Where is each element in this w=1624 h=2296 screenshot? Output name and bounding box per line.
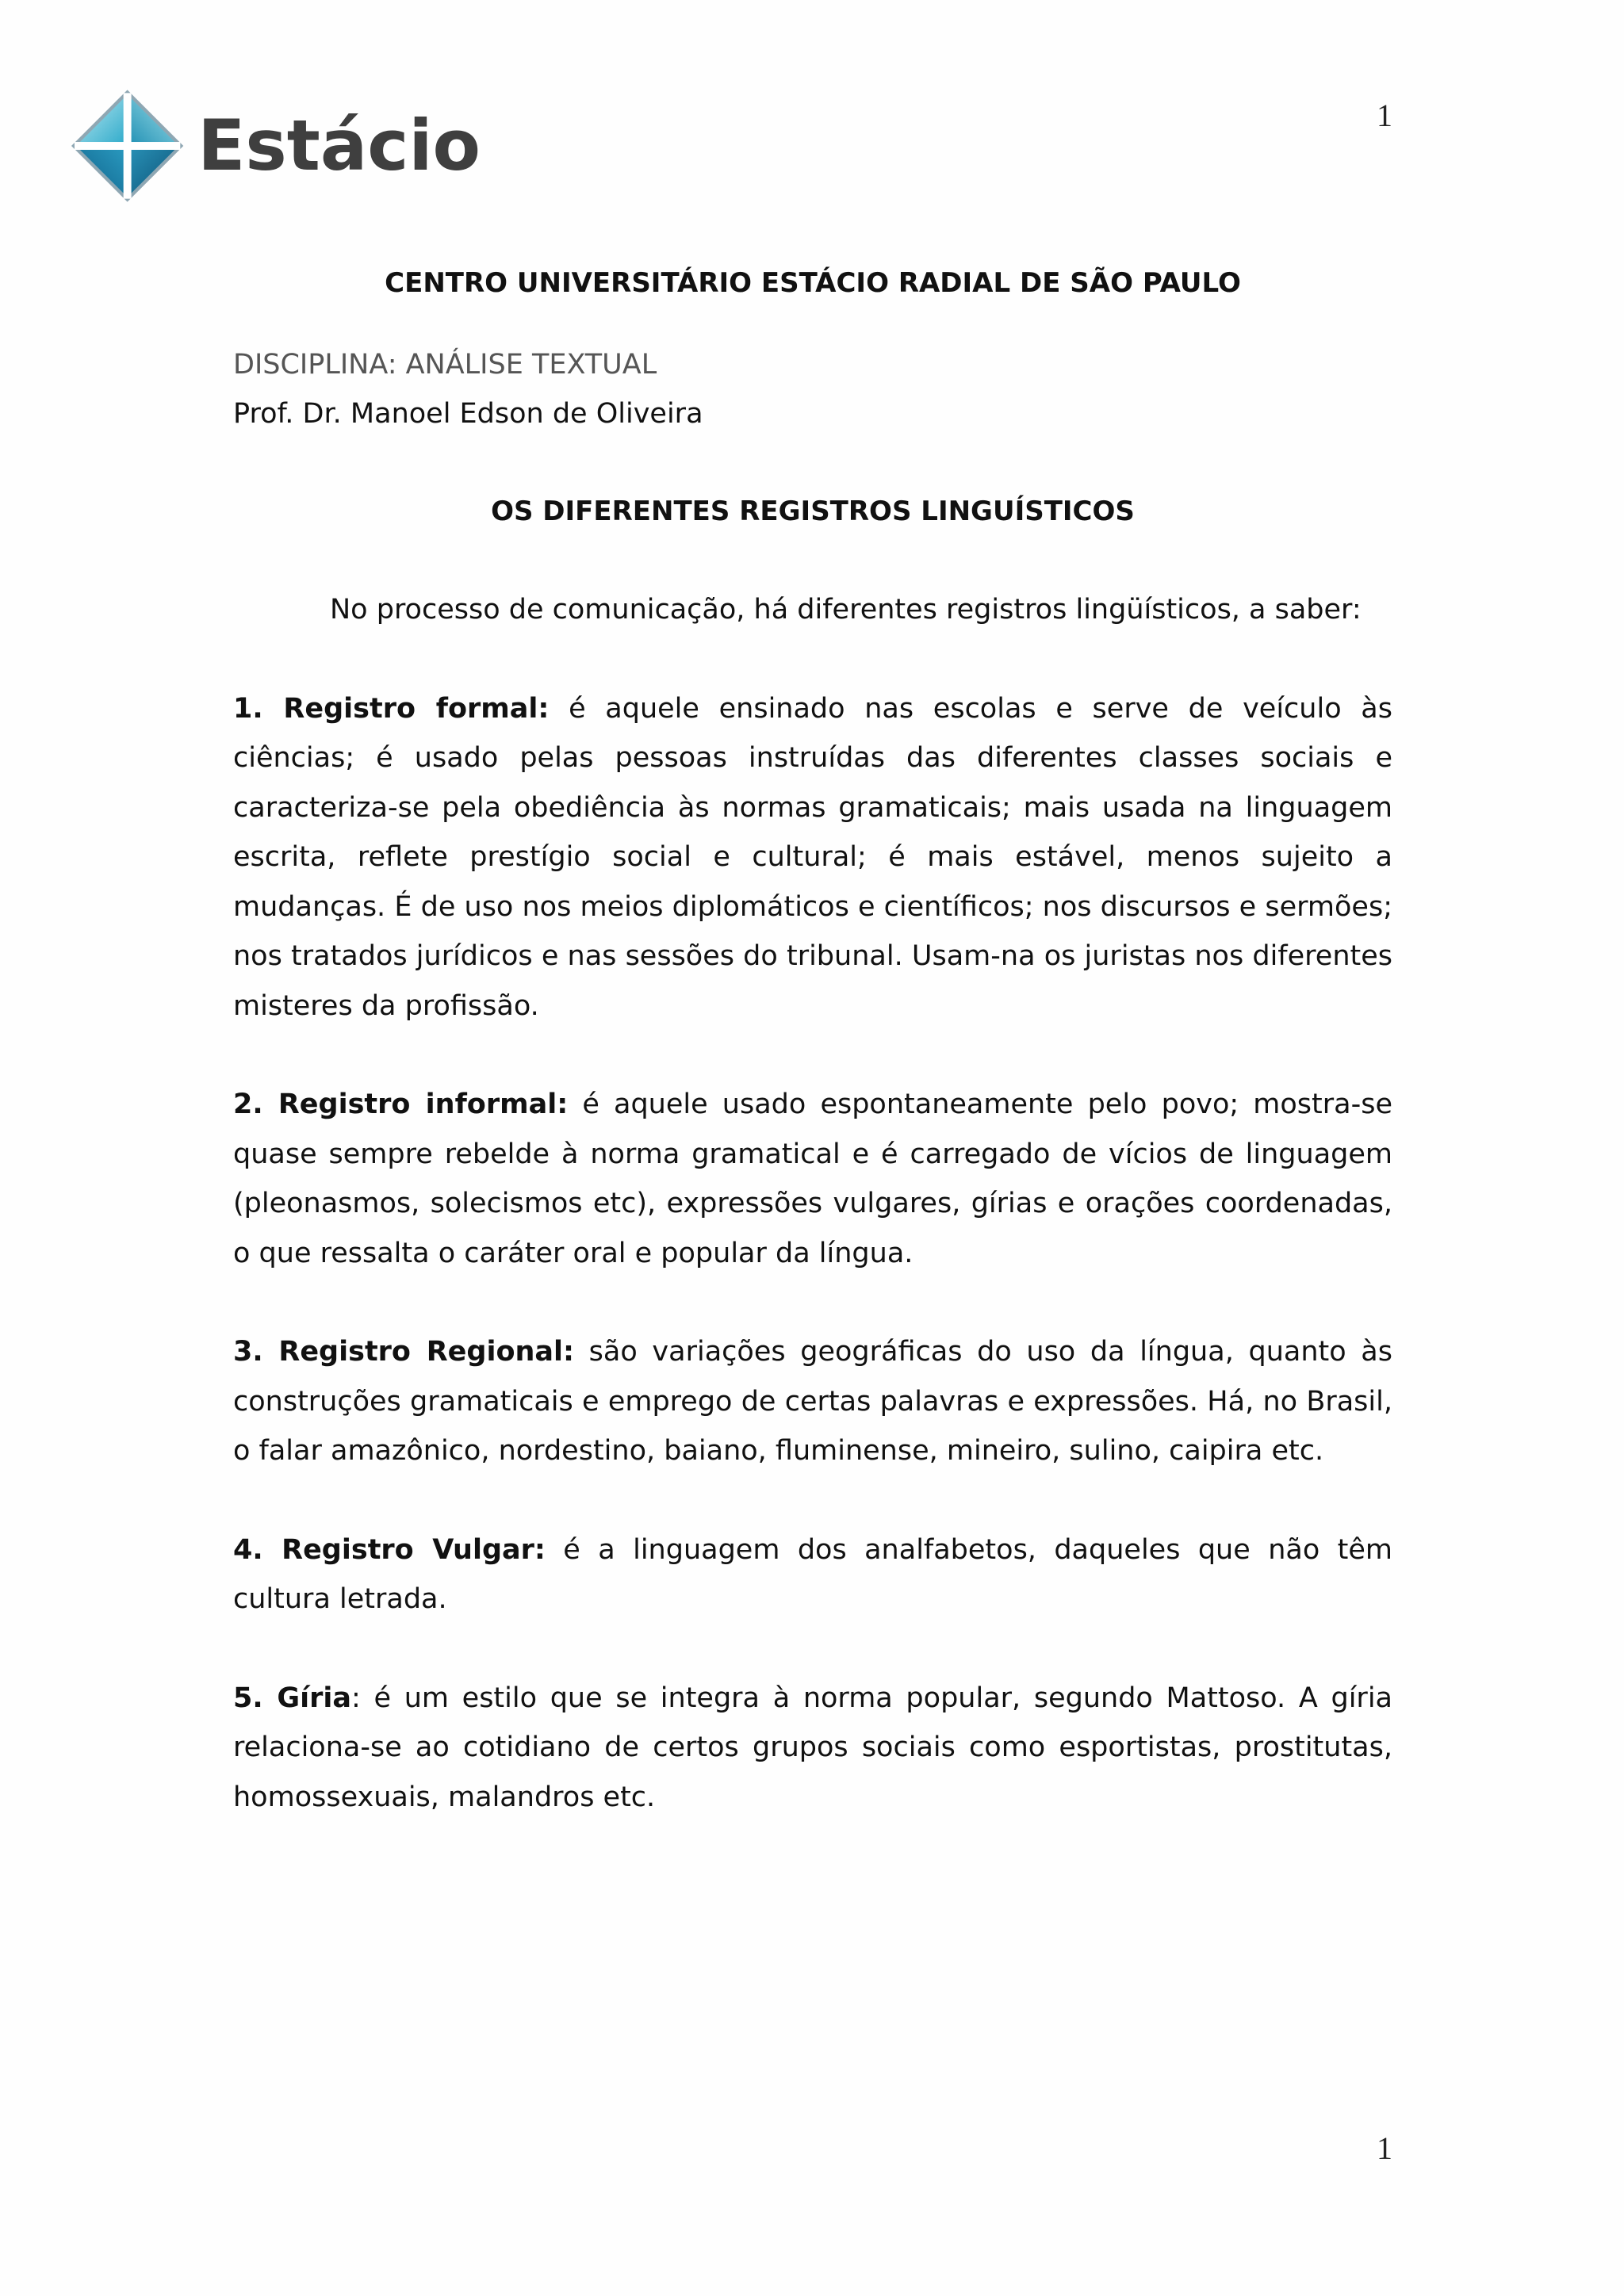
item-text: é aquele usado espontaneamente pelo povo; mostra-se quase sempre rebelde à norma gramatical e é carregado de vícios de linguagem (pleonasmos, solecismos etc), expressões vulgares, gírias e orações coordenadas, o que ressalta o caráter oral e popular da língua. bbox=[233, 1089, 1392, 1269]
item-text: é a linguagem dos analfabetos, daqueles que não têm cultura letrada. bbox=[233, 1533, 1392, 1615]
list-item-registro-informal bbox=[233, 1080, 1392, 1278]
page-number-bottom: 1 bbox=[1377, 2130, 1392, 2166]
estacio-logo bbox=[68, 82, 481, 209]
institution-heading: CENTRO UNIVERSITÁRIO ESTÁCIO RADIAL DE SÃO PAULO bbox=[385, 267, 1241, 299]
item-label: 3. Registro Regional: bbox=[233, 1336, 575, 1368]
item-label: 4. Registro Vulgar: bbox=[233, 1533, 546, 1566]
page-number-top: 1 bbox=[1377, 98, 1392, 133]
item-text: é aquele ensinado nas escolas e serve de veículo às ciências; é usado pelas pessoas instruídas das diferentes classes sociais e caracteriza-se pela obediência às normas gramaticais; mais usada na linguagem escrita, reflete prestígio social e cultural; é mais estável, menos sujeito a mudanças. É de uso nos meios diplomáticos e científicos; nos discursos e sermões; nos tratados jurídicos e nas sessões do tribunal. Usam-na os juristas nos diferentes misteres da profissão. bbox=[233, 692, 1392, 1022]
item-label: 2. Registro informal: bbox=[233, 1089, 569, 1120]
diamond-logo-icon bbox=[68, 86, 186, 205]
list-item-registro-regional bbox=[233, 1327, 1392, 1476]
item-label: 5. Gíria bbox=[233, 1682, 351, 1714]
document-body bbox=[233, 258, 1392, 1822]
list-item-registro-formal bbox=[233, 684, 1392, 1031]
logo-wordmark: Estácio bbox=[197, 105, 481, 186]
list-item-registro-vulgar bbox=[233, 1525, 1392, 1624]
item-label: 1. Registro formal: bbox=[233, 692, 550, 725]
discipline-line: DISCIPLINA: ANÁLISE TEXTUAL bbox=[233, 348, 657, 381]
document-title: OS DIFERENTES REGISTROS LINGUÍSTICOS bbox=[491, 495, 1135, 527]
item-text: : é um estilo que se integra à norma popular, segundo Mattoso. A gíria relaciona-se ao cotidiano de certos grupos sociais como esportistas, prostitutas, homossexuais, malandros etc. bbox=[233, 1682, 1392, 1813]
list-item-giria bbox=[233, 1674, 1392, 1823]
item-text: são variações geográficas do uso da língua, quanto às construções gramaticais e emprego de certas palavras e expressões. Há, no Brasil, o falar amazônico, nordestino, baiano, fluminense, mineiro, sulino, caipira etc. bbox=[233, 1336, 1392, 1467]
professor-line: Prof. Dr. Manoel Edson de Oliveira bbox=[233, 398, 703, 430]
intro-paragraph: No processo de comunicação, há diferentes registros lingüísticos, a saber: bbox=[330, 594, 1362, 626]
